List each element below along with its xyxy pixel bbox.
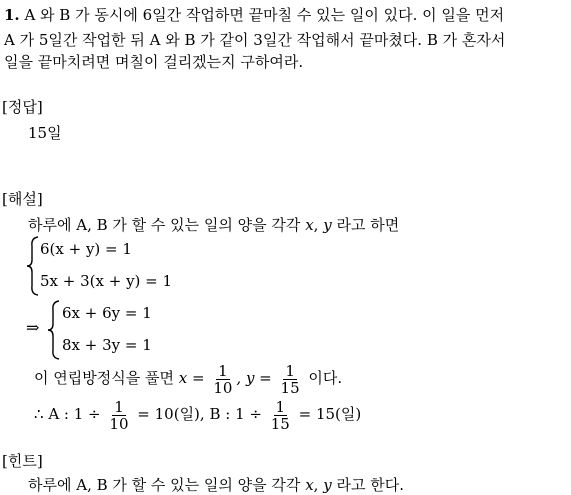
answer-heading: [정답] xyxy=(2,98,43,116)
implies-symbol: ⇒ xyxy=(26,318,40,337)
solution-intro: 하루에 A, B 가 할 수 있는 일의 양을 각각 x, y 라고 하면 xyxy=(28,216,400,234)
answer-value: 15일 xyxy=(28,124,62,142)
system2-eq2: 8x + 3y = 1 xyxy=(62,336,152,354)
solve-line: 이 연립방정식을 풀면 x = $\frac{1}{10}$ , y = $\frac{1}{15}$ 이다. xyxy=(34,361,343,397)
fraction-a: $\frac{1}{10}$ xyxy=(109,397,129,433)
fraction-b: $\frac{1}{15}$ xyxy=(270,397,290,433)
problem-line-1 xyxy=(4,4,504,25)
fraction-x: $\frac{1}{10}$ xyxy=(213,361,233,397)
problem-text-3: 일을 끝마치려면 며칠이 걸리겠는지 구하여라. xyxy=(4,53,304,71)
left-brace-1 xyxy=(26,236,40,296)
fraction-y: $\frac{1}{15}$ xyxy=(280,361,300,397)
hint-text: 하루에 A, B 가 할 수 있는 일의 양을 각각 x, y 라고 한다. xyxy=(28,476,404,494)
conclusion-line: ∴ A : 1 ÷ $\frac{1}{10}$ = 10(일), B : 1 ÷ $\frac{1}{15}$ = 15(일) xyxy=(34,397,362,433)
problem-text-1: A 와 B 가 동시에 6일간 작업하면 끝마칠 수 있는 일이 있다. 이 일을 먼저 xyxy=(24,6,505,24)
system2-eq1: 6x + 6y = 1 xyxy=(62,304,152,322)
problem-text-2: A 가 5일간 작업한 뒤 A 와 B 가 같이 3일간 작업해서 끝마쳤다. B 가 혼자서 xyxy=(4,31,506,49)
system1-eq1: 6(x + y) = 1 xyxy=(40,240,132,258)
problem-number: 1. xyxy=(4,6,20,24)
solution-heading: [해설] xyxy=(2,190,43,208)
hint-heading: [힌트] xyxy=(2,452,43,470)
left-brace-2 xyxy=(47,300,61,360)
system1-eq2: 5x + 3(x + y) = 1 xyxy=(40,272,173,290)
